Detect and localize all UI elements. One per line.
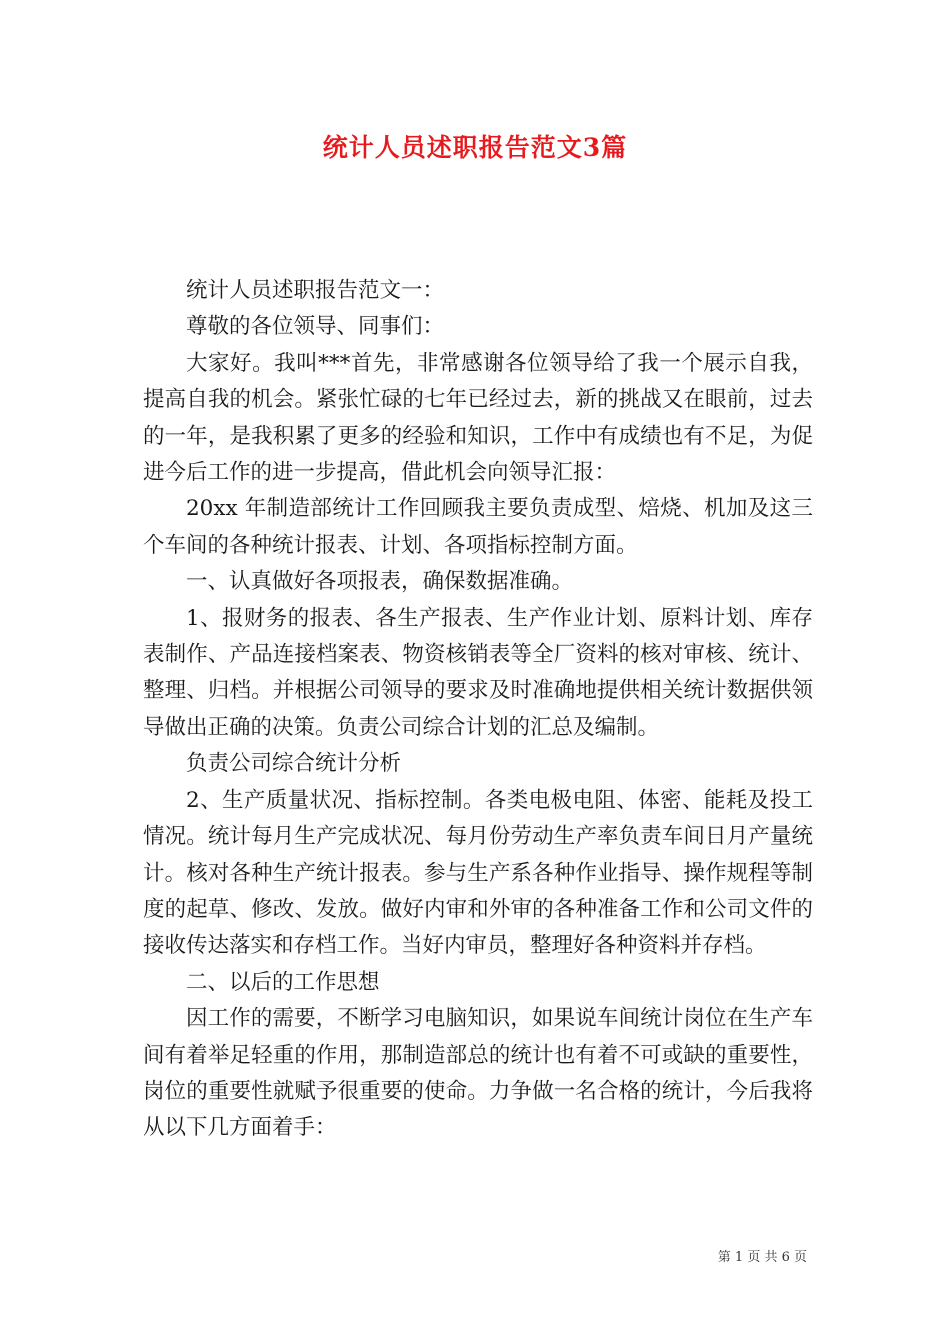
paragraph-3: 大家好。我叫***首先，非常感谢各位领导给了我一个展示自我，提高自我的机会。紧张忙碌的七年已经过去，新的挑战又在眼前，过去的一年，是我积累了更多的经验和知识，工作中有成绩也有不足，为促进今后工作的进一步提高，借此机会向领导汇报：: [143, 350, 813, 486]
page-number: 第 1 页 共 6 页: [717, 1250, 807, 1265]
paragraph-2: 尊敬的各位领导、同事们：: [186, 314, 445, 340]
paragraph-1: 统计人员述职报告范文一：: [186, 278, 445, 303]
document-body: [143, 273, 813, 1147]
paragraph-10: 因工作的需要，不断学习电脑知识，如果说车间统计岗位在生产车间有着举足轻重的作用，那制造部总的统计也有着不可或缺的重要性，岗位的重要性就赋予很重要的使命。力争做一名合格的统计，今后我将从以下几方面着手：: [143, 1006, 813, 1141]
paragraph-5: 一、认真做好各项报表，确保数据准确。: [186, 569, 574, 595]
document-title: 统计人员述职报告范文3篇: [322, 133, 628, 162]
paragraph-8: 2、生产质量状况、指标控制。各类电极电阻、体密、能耗及投工情况。统计每月生产完成状况、每月份劳动生产率负责车间日月产量统计。核对各种生产统计报表。参与生产系各种作业指导、操作规程等制度的起草、修改、发放。做好内审和外审的各种准备工作和公司文件的接收传达落实和存档工作。当好内审员，整理好各种资料并存档。: [143, 787, 813, 959]
paragraph-9: 二、以后的工作思想: [186, 969, 380, 995]
paragraph-4: 20xx 年制造部统计工作回顾我主要负责成型、焙烧、机加及这三个车间的各种统计报表、计划、各项指标控制方面。: [143, 496, 813, 558]
paragraph-7: 负责公司综合统计分析: [186, 751, 402, 777]
paragraph-6: 1、报财务的报表、各生产报表、生产作业计划、原料计划、库存表制作、产品连接档案表、物资核销表等全厂资料的核对审核、统计、整理、归档。并根据公司领导的要求及时准确地提供相关统计数据供领导做出正确的决策。负责公司综合计划的汇总及编制。: [143, 605, 813, 740]
